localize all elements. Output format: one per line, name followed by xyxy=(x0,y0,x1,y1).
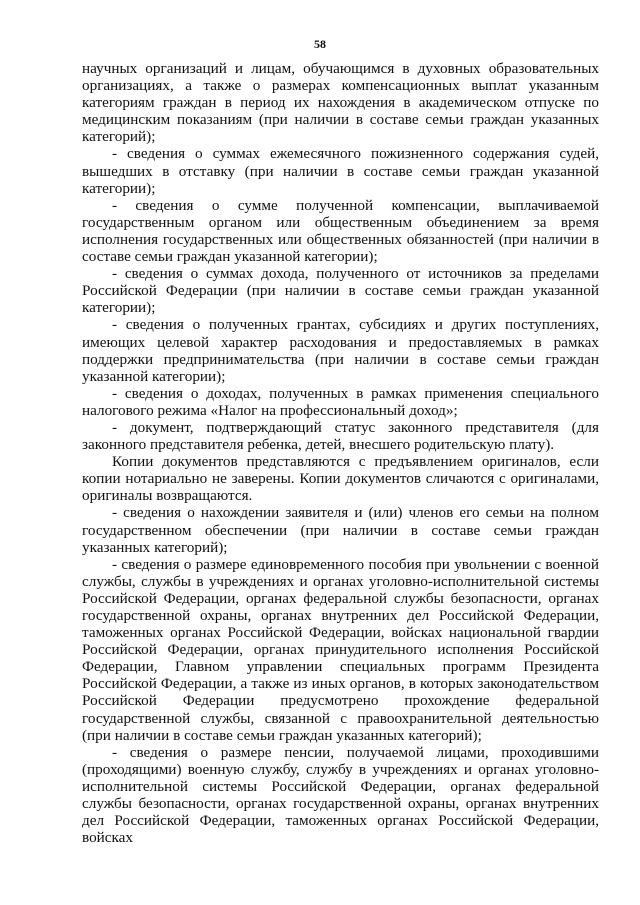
paragraph-one-time-allowance: - сведения о размере единовременного пособия при увольнении с военной службы, службы в учреждениях и органах уголовно-исполнительной системы Российской Федерации, органах федеральной службы безопасности, органах государственной охраны, органах внутренних дел Российской Федерации, таможенных органах Российской Федерации, войсках национальной гвардии Российской Федерации, органах принудительного исполнения Российской Федерации, Главном управлении специальных программ Президента Российской Федерации, а также из иных органов, в которых законодательством Российской Федерации предусмотрено прохождение федеральной государственной службы, связанной с правоохранительной деятельностью (при наличии в составе семьи граждан указанных категорий); xyxy=(82,555,599,744)
page-content xyxy=(82,60,599,846)
paragraph-professional-income-tax: - сведения о доходах, полученных в рамках применения специального налогового режима «Налог на профессиональный доход»; xyxy=(82,384,599,419)
paragraph-state-support: - сведения о нахождении заявителя и (или) членов его семьи на полном государственном обеспечении (при наличии в составе семьи граждан указанных категорий); xyxy=(82,504,599,556)
paragraph-compensation: - сведения о сумме полученной компенсации, выплачиваемой государственным органом или общественным объединением за время исполнения государственных или общественных обязанностей (при наличии в составе семьи граждан указанной категории); xyxy=(82,196,599,266)
paragraph-scientific-organizations: научных организаций и лицам, обучающимся в духовных образовательных организациях, а также о размерах компенсационных выплат указанным категориям граждан в период их нахождения в академическом отпуске по медицинским показаниям (при наличии в составе семьи граждан указанных категорий); xyxy=(82,60,599,146)
paragraph-legal-representative: - документ, подтверждающий статус законного представителя (для законного представителя ребенка, детей, внесшего родительскую плату). xyxy=(82,418,599,454)
paragraph-document-copies: Копии документов представляются с предъявлением оригиналов, если копии нотариально не заверены. Копии документов сличаются с оригиналами, оригиналы возвращаются. xyxy=(82,453,599,505)
paragraph-pension: - сведения о размере пенсии, получаемой лицами, проходившими (проходящими) военную службу, службу в учреждениях и органах уголовно-исполнительной системы Российской Федерации, органах федеральной службы безопасности, органах государственной охраны, органах внутренних дел Российской Федерации, таможенных органах Российской Федерации, войсках xyxy=(82,743,599,847)
paragraph-judges-maintenance: - сведения о суммах ежемесячного пожизненного содержания судей, вышедших в отставку (при наличии в составе семьи граждан указанной категории); xyxy=(82,145,599,197)
paragraph-grants-subsidies: - сведения о полученных грантах, субсидиях и других поступлениях, имеющих целевой характер расходования и предоставляемых в рамках поддержки предпринимательства (при наличии в составе семьи граждан указанной категории); xyxy=(82,316,599,385)
page-number: 58 xyxy=(314,37,326,51)
paragraph-foreign-income: - сведения о суммах дохода, полученного от источников за пределами Российской Федерации (при наличии в составе семьи граждан указанной категории); xyxy=(82,265,599,317)
